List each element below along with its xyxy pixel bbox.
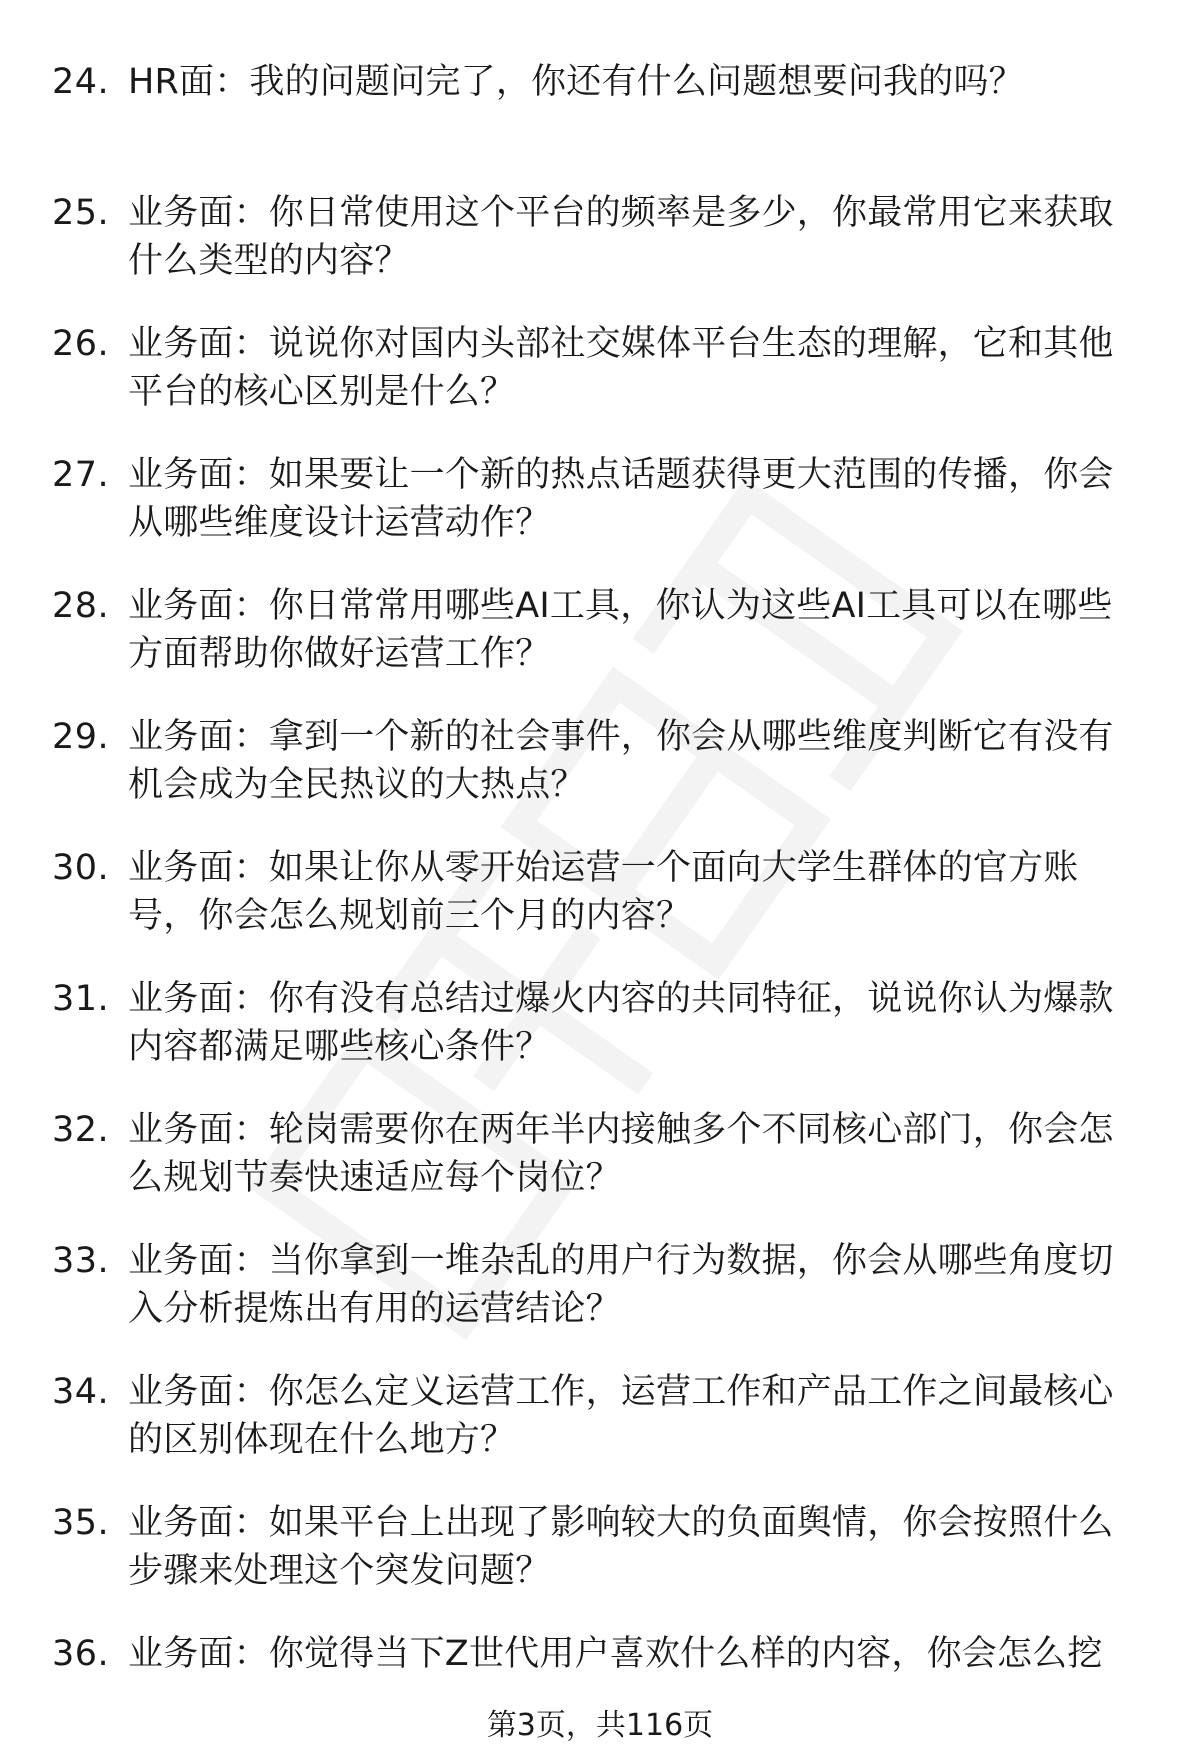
- list-item: [52, 975, 1142, 1106]
- list-item: [52, 582, 1142, 713]
- list-item: [52, 1237, 1142, 1368]
- question-number: 30.: [52, 848, 110, 888]
- question-number: 33.: [52, 1241, 110, 1281]
- list-item: [52, 189, 1142, 320]
- question-text: 业务面：拿到一个新的社会事件，你会从哪些维度判断它有没有机会成为全民热议的大热点？: [128, 717, 1114, 805]
- question-text: 业务面：如果让你从零开始运营一个面向大学生群体的官方账号，你会怎么规划前三个月的内容？: [128, 848, 1079, 936]
- question-text: 业务面：轮岗需要你在两年半内接触多个不同核心部门，你会怎么规划节奏快速适应每个岗位？: [128, 1110, 1114, 1198]
- question-number: 24.: [52, 62, 110, 102]
- list-item: [52, 844, 1142, 975]
- list-item: [52, 1368, 1142, 1499]
- question-text: 业务面：你日常常用哪些AI工具，你认为这些AI工具可以在哪些方面帮助你做好运营工作？: [128, 586, 1113, 674]
- question-number: 25.: [52, 193, 110, 233]
- question-text: HR面：我的问题问完了，你还有什么问题想要问我的吗？: [128, 62, 1024, 102]
- list-item: [52, 320, 1142, 451]
- question-text: 业务面：如果平台上出现了影响较大的负面舆情，你会按照什么步骤来处理这个突发问题？: [128, 1503, 1114, 1591]
- question-text: 业务面：说说你对国内头部社交媒体平台生态的理解，它和其他平台的核心区别是什么？: [128, 324, 1114, 412]
- list-item: [52, 58, 1142, 189]
- question-number: 35.: [52, 1503, 110, 1543]
- question-number: 34.: [52, 1372, 110, 1412]
- question-text: 业务面：你怎么定义运营工作，运营工作和产品工作之间最核心的区别体现在什么地方？: [128, 1372, 1114, 1460]
- question-number: 27.: [52, 455, 110, 495]
- list-item: [52, 451, 1142, 582]
- question-text: 业务面：当你拿到一堆杂乱的用户行为数据，你会从哪些角度切入分析提炼出有用的运营结论？: [128, 1241, 1114, 1329]
- question-text: 业务面：你日常使用这个平台的频率是多少，你最常用它来获取什么类型的内容？: [128, 193, 1114, 281]
- question-text: 业务面：你觉得当下Z世代用户喜欢什么样的内容，你会怎么挖: [128, 1634, 1103, 1674]
- question-number: 32.: [52, 1110, 110, 1150]
- question-number: 28.: [52, 586, 110, 626]
- question-list: [52, 58, 1142, 1761]
- list-item: [52, 713, 1142, 844]
- list-item: [52, 1106, 1142, 1237]
- question-number: 26.: [52, 324, 110, 364]
- question-number: 36.: [52, 1634, 110, 1674]
- question-number: 29.: [52, 717, 110, 757]
- list-item: [52, 1499, 1142, 1630]
- question-text: 业务面：如果要让一个新的热点话题获得更大范围的传播，你会从哪些维度设计运营动作？: [128, 455, 1114, 543]
- question-text: 业务面：你有没有总结过爆火内容的共同特征，说说你认为爆款内容都满足哪些核心条件？: [128, 979, 1114, 1067]
- question-number: 31.: [52, 979, 110, 1019]
- page-footer: 第3页，共116页: [486, 1708, 714, 1743]
